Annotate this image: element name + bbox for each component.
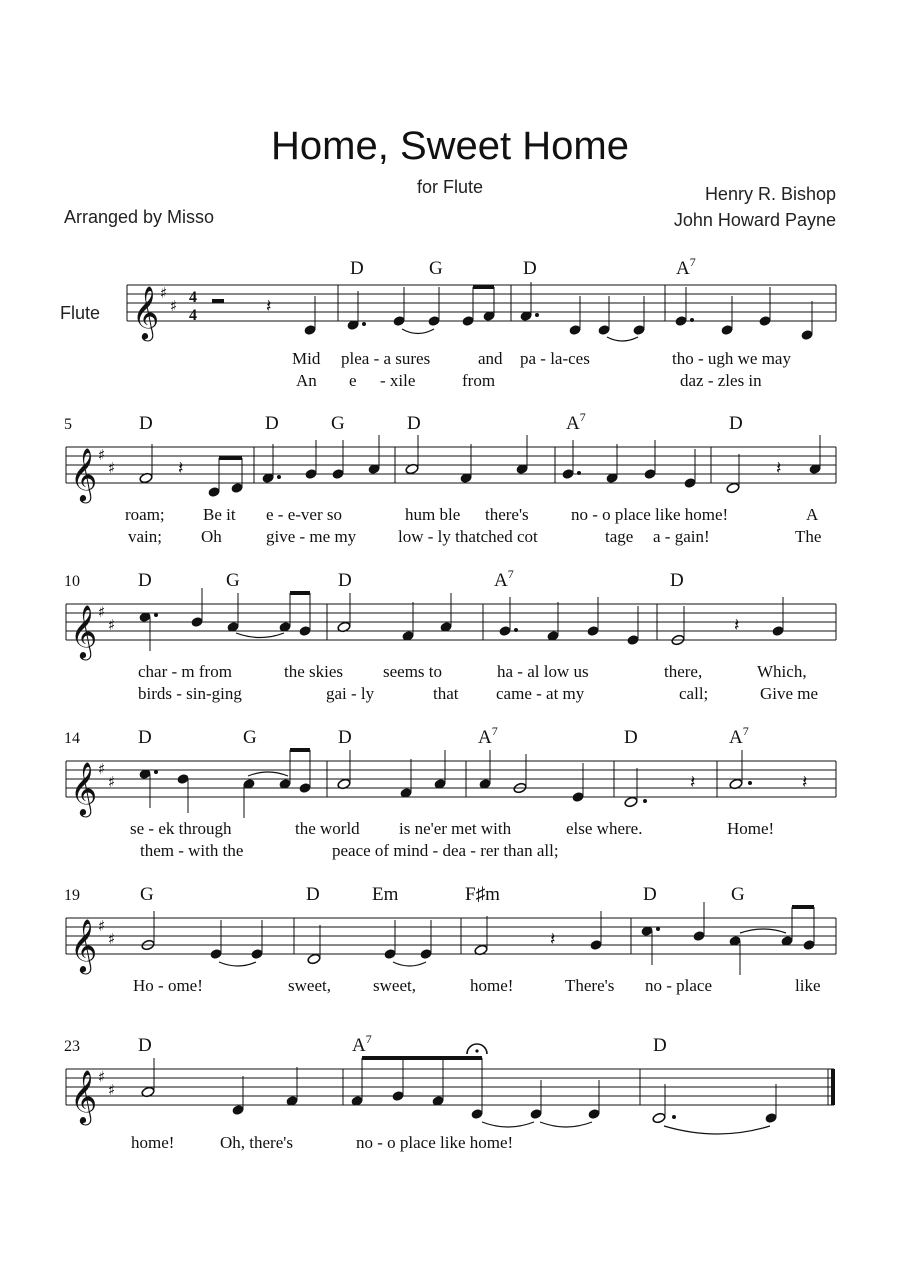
quarter-rest-icon: 𝄽 [802, 772, 808, 793]
chord-symbol: D [138, 727, 152, 748]
lyric-syllable: - xile [380, 371, 416, 390]
treble-clef-icon: 𝄞 [70, 918, 98, 972]
arranger-credit: Arranged by Misso [64, 207, 215, 227]
chord-symbol: $A^7$ [676, 255, 696, 279]
lyric-syllable: no - o place like home! [571, 505, 729, 524]
final-barline [831, 1069, 835, 1105]
lyric-syllable: There's [565, 976, 615, 995]
lyric-syllable: daz - zles in [680, 371, 762, 390]
sharp-icon: ♯ [98, 446, 106, 464]
sharp-icon: ♯ [160, 284, 168, 302]
lyric-syllable: no - o place like home! [356, 1133, 514, 1152]
lyric-syllable: from [462, 371, 496, 390]
chord-symbol: D [265, 413, 279, 434]
lyric-syllable: a - gain! [653, 527, 710, 546]
chord-symbol: D [306, 884, 320, 905]
chord-symbol: G [429, 258, 443, 279]
sharp-icon: ♯ [108, 616, 116, 634]
lyric-syllable: sweet, [373, 976, 416, 995]
lyricist-credit: John Howard Payne [673, 210, 836, 230]
lyric-syllable: seems to [383, 662, 443, 681]
lyric-syllable: ha - al low us [497, 662, 589, 681]
chord-symbol: G [731, 884, 745, 905]
lyric-syllable: sweet, [288, 976, 331, 995]
chord-symbol: G [226, 570, 240, 591]
chord-symbol: D [350, 258, 364, 279]
chord-symbol: $A^7$ [478, 724, 498, 748]
lyric-syllable: give - me my [266, 527, 357, 546]
lyric-syllable: The [795, 527, 822, 546]
staff-system-5 [64, 884, 836, 995]
measure-number: 19 [64, 887, 80, 904]
lyric-syllable: no - place [645, 976, 713, 995]
chord-symbol: $A^7$ [566, 410, 586, 434]
lyric-syllable: hum ble [405, 505, 461, 524]
lyric-syllable: se - ek through [130, 819, 232, 838]
staff-system-4 [64, 724, 836, 860]
lyric-syllable: pa - la-ces [520, 349, 590, 368]
staff-system-3 [64, 567, 836, 703]
lyric-syllable: the world [295, 819, 360, 838]
lyric-syllable: peace of mind - dea - rer than all; [332, 841, 559, 860]
chord-symbol: D [338, 570, 352, 591]
chord-symbol: D [138, 570, 152, 591]
lyric-syllable: Give me [760, 684, 819, 703]
chord-symbol: $A^7$ [494, 567, 514, 591]
lyric-syllable: and [478, 349, 503, 368]
staff-system-6 [64, 1032, 835, 1152]
lyric-syllable: birds - sin-ging [138, 684, 242, 703]
treble-clef-icon: 𝄞 [70, 1069, 98, 1123]
chord-symbol: D [138, 1035, 152, 1056]
lyric-syllable: tho - ugh we may [672, 349, 791, 368]
chord-symbol: D [670, 570, 684, 591]
lyric-syllable: low - ly thatched cot [398, 527, 538, 546]
treble-clef-icon: 𝄞 [70, 447, 98, 501]
measure-number: 10 [64, 573, 80, 590]
lyric-syllable: roam; [125, 505, 165, 524]
lyric-syllable: e [349, 371, 357, 390]
chord-symbol: D [624, 727, 638, 748]
score-subtitle: for Flute [416, 177, 484, 197]
treble-clef-icon: 𝄞 [70, 761, 98, 815]
sharp-icon: ♯ [98, 917, 106, 935]
sharp-icon: ♯ [108, 930, 116, 948]
lyric-syllable: the skies [284, 662, 344, 681]
lyric-syllable: there, [664, 662, 703, 681]
composer-credit: Henry R. Bishop [704, 184, 836, 204]
lyric-syllable: home! [470, 976, 514, 995]
lyric-syllable: that [433, 684, 459, 703]
chord-symbol: D [523, 258, 537, 279]
lyric-syllable: is ne'er met with [399, 819, 512, 838]
time-signature: 4 [189, 307, 197, 324]
chord-symbol: Em [372, 884, 399, 905]
quarter-rest-icon: 𝄽 [690, 772, 696, 793]
chord-symbol: D [338, 727, 352, 748]
lyric-syllable: call; [679, 684, 709, 703]
lyric-syllable: Oh, there's [220, 1133, 293, 1152]
measure-number: 14 [64, 730, 80, 747]
sharp-icon: ♯ [98, 1068, 106, 1086]
chord-symbol: $A^7$ [729, 724, 749, 748]
quarter-rest-icon: 𝄽 [734, 615, 740, 636]
staff-system-2 [64, 410, 836, 546]
chord-symbol: D [729, 413, 743, 434]
lyric-syllable: char - m from [138, 662, 232, 681]
lyric-syllable: Home! [727, 819, 775, 838]
lyric-syllable: Mid [292, 349, 321, 368]
lyric-syllable: e - e-ver so [266, 505, 342, 524]
lyric-syllable: tage [605, 527, 634, 546]
quarter-rest-icon: 𝄽 [550, 929, 556, 950]
lyric-syllable: An [296, 371, 317, 390]
quarter-rest-icon: 𝄽 [776, 458, 782, 479]
lyric-syllable: like [795, 976, 821, 995]
quarter-rest-icon: 𝄽 [178, 458, 184, 479]
instrument-label: Flute [60, 303, 101, 323]
chord-symbol: D [407, 413, 421, 434]
chord-symbol: D [653, 1035, 667, 1056]
lyric-syllable: Ho - ome! [133, 976, 203, 995]
lyric-syllable: plea - a sures [341, 349, 431, 368]
lyric-syllable: Which, [757, 662, 807, 681]
chord-symbol: F♯m [465, 884, 500, 905]
chord-symbol: $A^7$ [352, 1032, 372, 1056]
lyric-syllable: gai - ly [326, 684, 375, 703]
lyric-syllable: them - with the [140, 841, 244, 860]
sharp-icon: ♯ [170, 297, 178, 315]
chord-symbol: G [140, 884, 154, 905]
sharp-icon: ♯ [108, 459, 116, 477]
lyric-syllable: Be it [203, 505, 236, 524]
chord-symbol: G [331, 413, 345, 434]
measure-number: 5 [64, 416, 72, 433]
treble-clef-icon: 𝄞 [70, 604, 98, 658]
lyric-syllable: else where. [566, 819, 643, 838]
staff-system-1 [127, 255, 836, 390]
lyric-syllable: vain; [128, 527, 162, 546]
lyric-syllable: there's [485, 505, 529, 524]
quarter-rest-icon: 𝄽 [266, 296, 272, 317]
sharp-icon: ♯ [98, 760, 106, 778]
lyric-syllable: A [806, 505, 819, 524]
chord-symbol: G [243, 727, 257, 748]
lyric-syllable: came - at my [496, 684, 585, 703]
chord-symbol: D [139, 413, 153, 434]
sharp-icon: ♯ [98, 603, 106, 621]
chord-symbol: D [643, 884, 657, 905]
measure-number: 23 [64, 1038, 80, 1055]
score-title: Home, Sweet Home [271, 124, 629, 168]
lyric-syllable: home! [131, 1133, 175, 1152]
half-rest-icon [212, 299, 224, 303]
treble-clef-icon: 𝄞 [132, 285, 160, 339]
lyric-syllable: Oh [201, 527, 222, 546]
time-signature: 4 [189, 289, 197, 306]
sharp-icon: ♯ [108, 773, 116, 791]
sharp-icon: ♯ [108, 1081, 116, 1099]
